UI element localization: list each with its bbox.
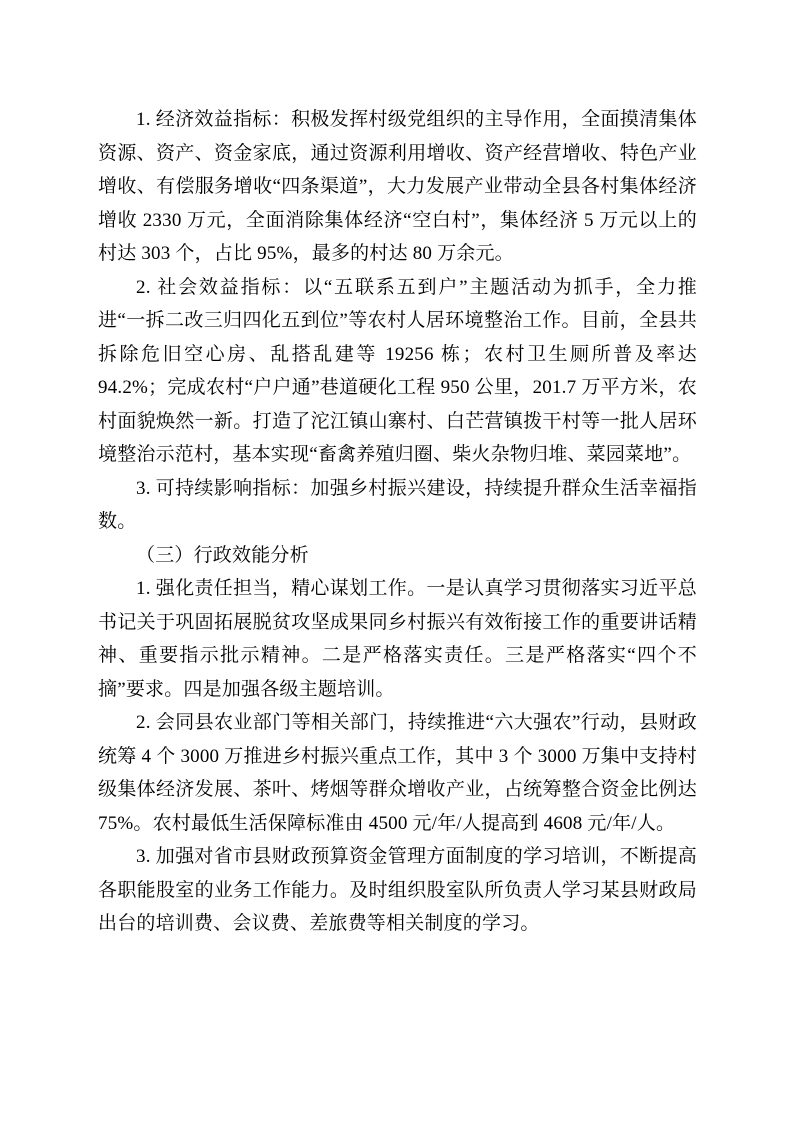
paragraph-economic-benefit: 1. 经济效益指标：积极发挥村级党组织的主导作用，全面摸清集体资源、资产、资金家底，通过资源利用增收、资产经营增收、特色产业增收、有偿服务增收“四条渠道”，大力发展产业带动全县各村集体经济增收 2330 万元，全面消除集体经济“空白村”，集体经济 5 万元以上的村达 303 个，占比 95%，最多的村达 80 万余元。 (98, 109, 697, 264)
section-heading-administrative-efficiency: （三）行政效能分析 (136, 544, 309, 566)
paragraph-sustainable-impact: 3. 可持续影响指标：加强乡村振兴建设，持续提升群众生活幸福指数。 (98, 477, 697, 532)
paragraph-budget-training: 3. 加强对省市县财政预算资金管理方面制度的学习培训，不断提高各职能股室的业务工作能力。及时组织股室队所负责人学习某县财政局出台的培训费、会议费、差旅费等相关制度的学习。 (98, 846, 697, 934)
paragraph-social-benefit: 2. 社会效益指标：以“五联系五到户”主题活动为抓手，全力推进“一拆二改三归四化五到位”等农村人居环境整治工作。目前，全县共拆除危旧空心房、乱搭乱建等 19256 栋；农村卫生厕所普及率达 94.2%；完成农村“户户通”巷道硬化工程 950 公里，201.7 万平方米，农村面貌焕然一新。打造了沱江镇山寨村、白芒营镇拨干村等一批人居环境整治示范村，基本实现“畜禽养殖归圈、柴火杂物归堆、菜园菜地”。 (98, 276, 697, 465)
document-body (98, 103, 697, 941)
paragraph-agriculture-funding: 2. 会同县农业部门等相关部门，持续推进“六大强农”行动，县财政统筹 4 个 3000 万推进乡村振兴重点工作，其中 3 个 3000 万集中支持村级集体经济发展、茶叶、烤烟等群众增收产业，占统筹整合资金比例达 75%。农村最低生活保障标准由 4500 元/年/人提高到 4608 元/年/人。 (98, 712, 697, 834)
paragraph-responsibility: 1. 强化责任担当，精心谋划工作。一是认真学习贯彻落实习近平总书记关于巩固拓展脱贫攻坚成果同乡村振兴有效衔接工作的重要讲话精神、重要指示批示精神。二是严格落实责任。三是严格落实“四个不摘”要求。四是加强各级主题培训。 (98, 578, 697, 700)
